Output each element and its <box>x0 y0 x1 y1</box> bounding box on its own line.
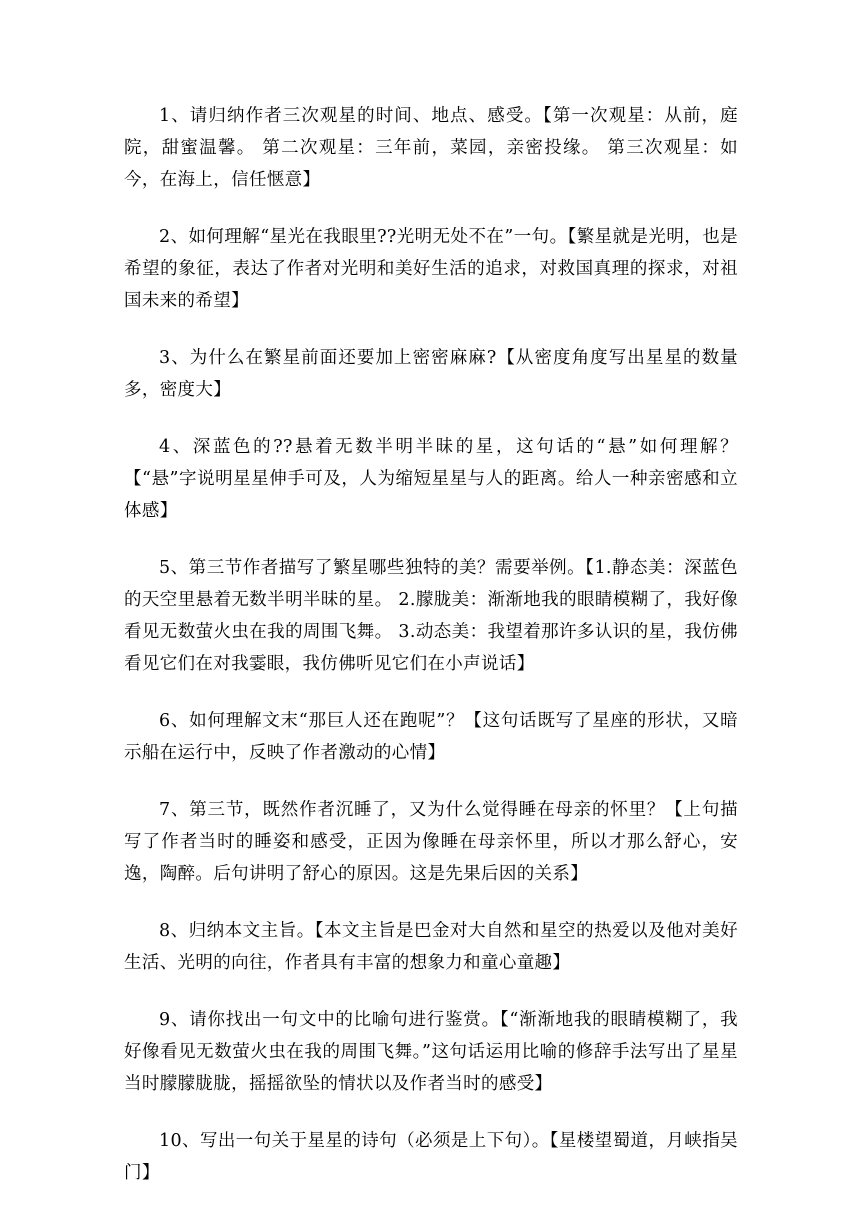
question-1-paragraph: 1、请归纳作者三次观星的时间、地点、感受。【第一次观星：从前，庭院，甜蜜温馨。 第二次观星：三年前，菜园，亲密投缘。 第三次观星：如今，在海上，信任惬意】 <box>124 106 738 190</box>
question-7-paragraph: 7、第三节，既然作者沉睡了，又为什么觉得睡在母亲的怀里？【上句描写了作者当时的睡姿和感受，正因为像睡在母亲怀里，所以才那么舒心，安逸，陶醉。后句讲明了舒心的原因。这是先果后因的关系】 <box>124 800 738 884</box>
question-8-paragraph: 8、归纳本文主旨。【本文主旨是巴金对大自然和星空的热爱以及他对美好生活、光明的向往，作者具有丰富的想象力和童心童趣】 <box>124 921 738 973</box>
question-2-paragraph: 2、如何理解“星光在我眼里??光明无处不在”一句。【繁星就是光明，也是希望的象征，表达了作者对光明和美好生活的追求，对救国真理的探求，对祖国未来的希望】 <box>124 227 738 311</box>
question-10-paragraph: 10、写出一句关于星星的诗句（必须是上下句）。【星楼望蜀道，月峡指吴门】 <box>124 1131 738 1183</box>
question-4-paragraph: 4、深蓝色的??悬着无数半明半昧的星，这句话的“悬”如何理解？【“悬”字说明星星伸手可及，人为缩短星星与人的距离。给人一种亲密感和立体感】 <box>124 437 738 521</box>
question-5-paragraph: 5、第三节作者描写了繁星哪些独特的美？需要举例。【1.静态美：深蓝色的天空里悬着无数半明半昧的星。 2.朦胧美：渐渐地我的眼睛模糊了，我好像看见无数萤火虫在我的周围飞舞。 3.动态美：我望着那许多认识的星，我仿佛看见它们在对我霎眼，我仿佛听见它们在小声说话】 <box>124 558 738 674</box>
question-6-paragraph: 6、如何理解文末“那巨人还在跑呢”？【这句话既写了星座的形状，又暗示船在运行中，反映了作者激动的心情】 <box>124 711 738 763</box>
document-body <box>124 100 738 1214</box>
question-3-paragraph: 3、为什么在繁星前面还要加上密密麻麻?【从密度角度写出星星的数量多，密度大】 <box>124 348 738 400</box>
question-9-paragraph: 9、请你找出一句文中的比喻句进行鉴赏。【“渐渐地我的眼睛模糊了，我好像看见无数萤火虫在我的周围飞舞。”这句话运用比喻的修辞手法写出了星星当时朦朦胧胧，摇摇欲坠的情状以及作者当时的感受】 <box>124 1010 738 1094</box>
